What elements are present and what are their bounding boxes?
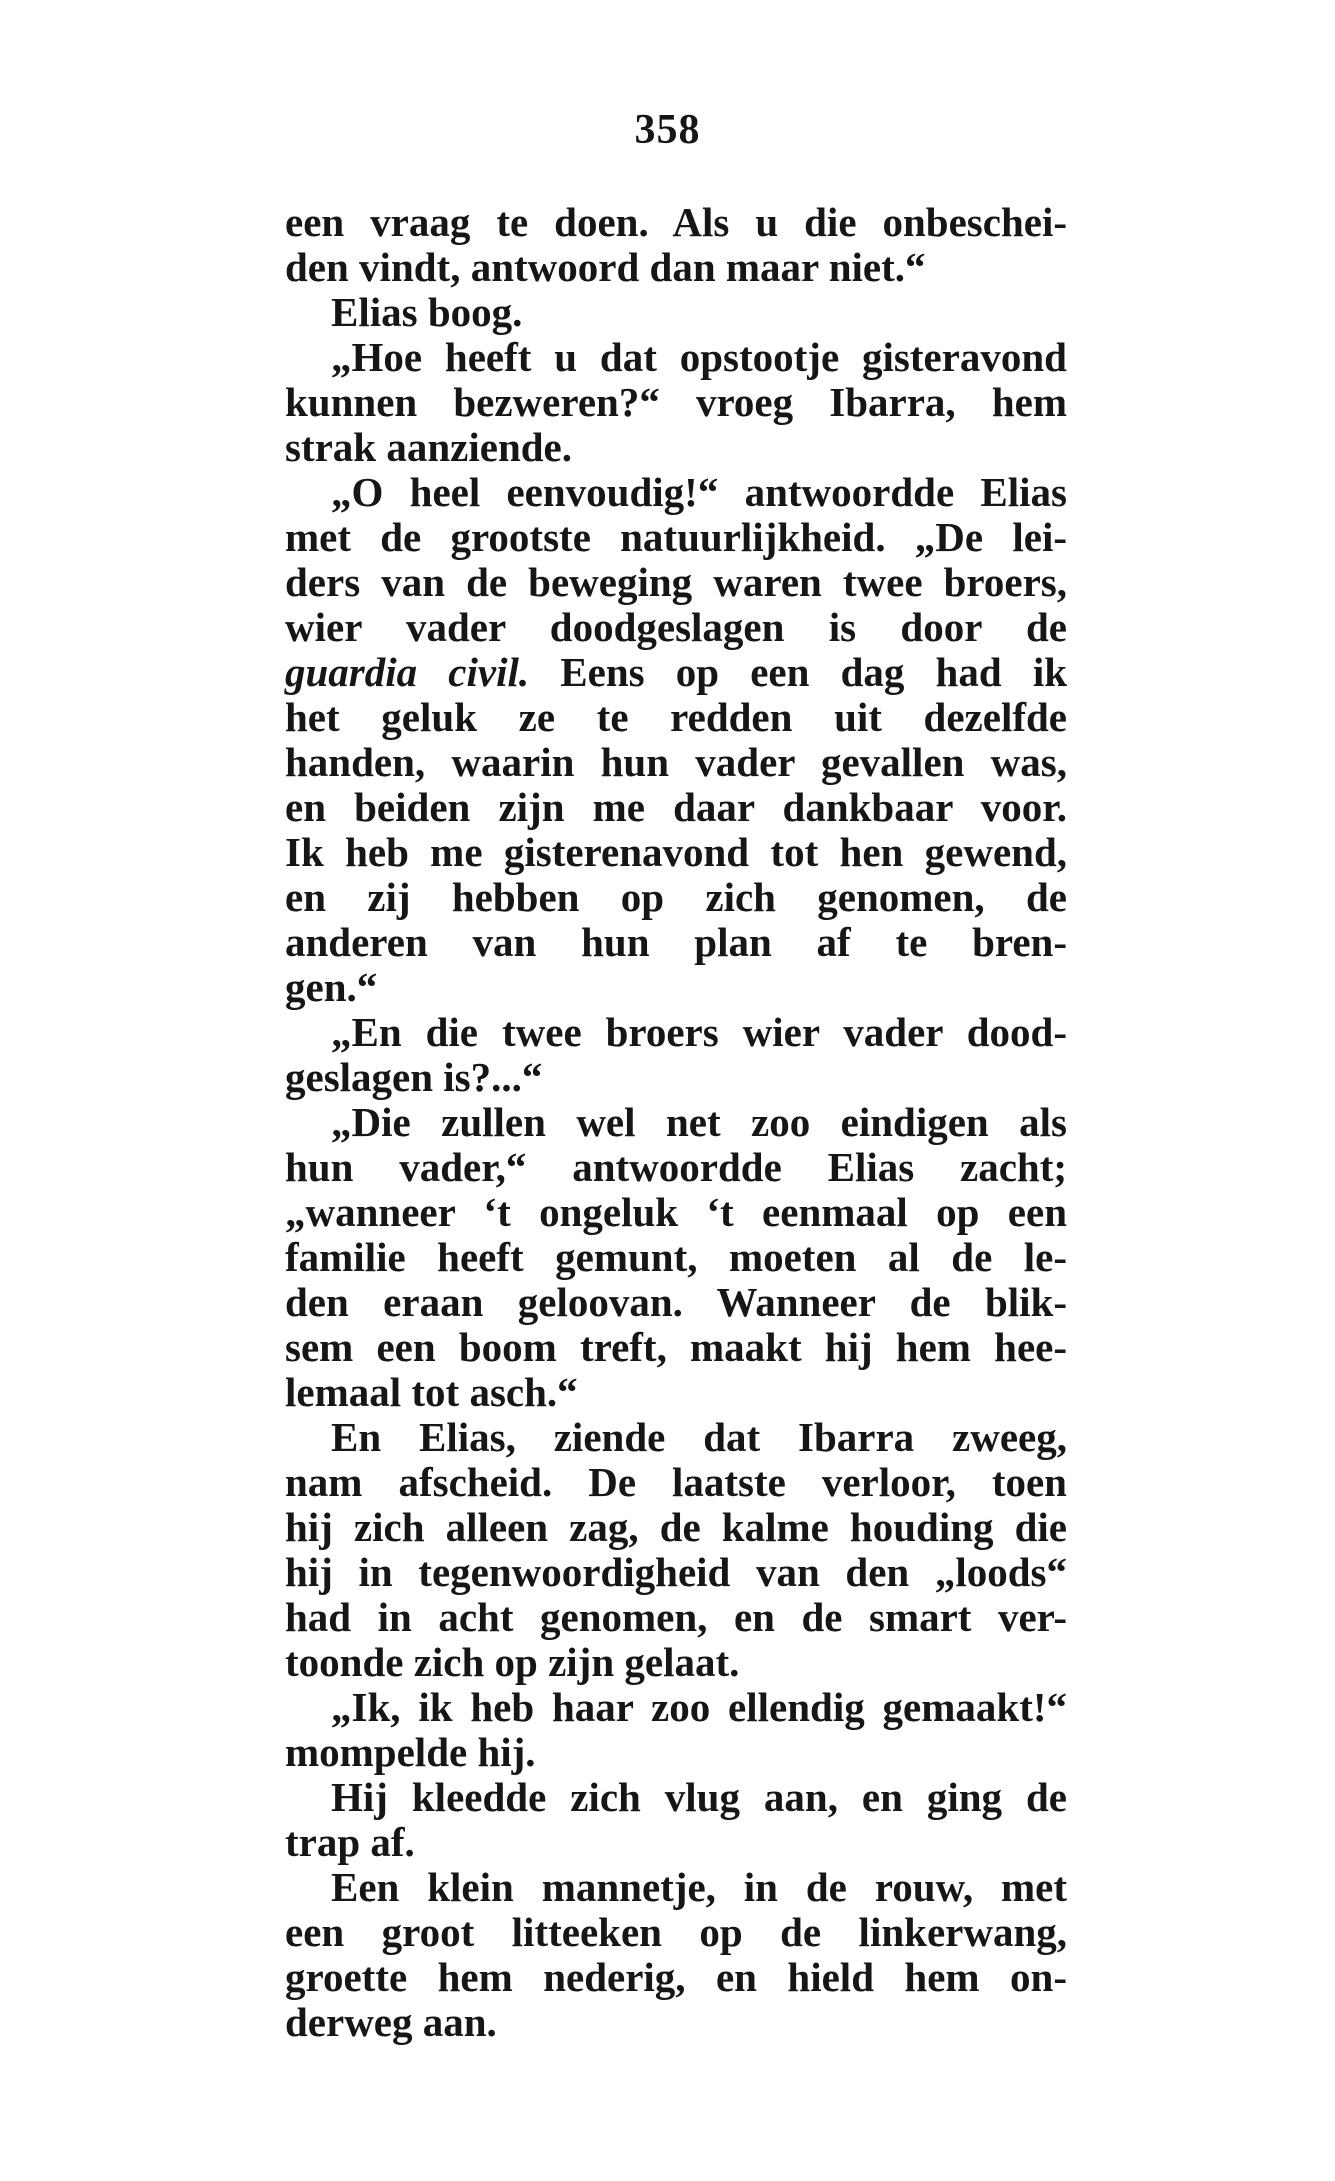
text-line: hij zich alleen zag, de kalme houding die bbox=[285, 1504, 1067, 1550]
text-line: Ik heb me gisterenavond tot hen gewend, bbox=[285, 829, 1067, 875]
text-line: den eraan geloovan. Wanneer de blik- bbox=[285, 1279, 1067, 1325]
text-line: een vraag te doen. Als u die onbeschei- bbox=[285, 199, 1067, 245]
text-line: „Ik, ik heb haar zoo ellendig gemaakt!“ bbox=[331, 1684, 1067, 1730]
italic-phrase: guardia civil. bbox=[285, 649, 530, 695]
text-line: Hij kleedde zich vlug aan, en ging de bbox=[331, 1774, 1067, 1820]
text-line: den vindt, antwoord dan maar niet.“ bbox=[285, 244, 926, 290]
text-line: wier vader doodgeslagen is door de bbox=[285, 604, 1067, 650]
text-line: guardia civil. Eens op een dag had ik bbox=[285, 649, 1068, 695]
text-line: hij in tegenwoordigheid van den „loods“ bbox=[285, 1549, 1067, 1595]
text-line: trap af. bbox=[285, 1819, 415, 1865]
text-line: en zij hebben op zich genomen, de bbox=[285, 874, 1067, 920]
text-line: groette hem nederig, en hield hem on- bbox=[285, 1954, 1067, 2000]
text-line: handen, waarin hun vader gevallen was, bbox=[285, 739, 1067, 785]
text-line: lemaal tot asch.“ bbox=[285, 1369, 578, 1415]
text-line: met de grootste natuurlijkheid. „De lei- bbox=[285, 514, 1067, 560]
text-line: mompelde hij. bbox=[285, 1729, 536, 1775]
text-line: „Die zullen wel net zoo eindigen als bbox=[331, 1099, 1067, 1145]
text-line: een groot litteeken op de linkerwang, bbox=[285, 1909, 1067, 1955]
text-line: strak aanziende. bbox=[285, 424, 572, 470]
body-text bbox=[285, 200, 1067, 2045]
text-line: En Elias, ziende dat Ibarra zweeg, bbox=[331, 1414, 1067, 1460]
text-line: „wanneer ‘t ongeluk ‘t eenmaal op een bbox=[285, 1189, 1067, 1235]
page-number: 358 bbox=[634, 107, 701, 153]
text-line: sem een boom treft, maakt hij hem hee- bbox=[285, 1324, 1067, 1370]
text-line: Elias boog. bbox=[331, 289, 523, 335]
text-line: had in acht genomen, en de smart ver- bbox=[285, 1594, 1067, 1640]
text-line: en beiden zijn me daar dankbaar voor. bbox=[285, 784, 1067, 830]
text-line: toonde zich op zijn gelaat. bbox=[285, 1639, 740, 1685]
text-line: „Hoe heeft u dat opstootje gisteravond bbox=[331, 334, 1067, 380]
text-line: ders van de beweging waren twee broers, bbox=[285, 559, 1067, 605]
text-line: familie heeft gemunt, moeten al de le- bbox=[285, 1234, 1067, 1280]
text-line: „O heel eenvoudig!“ antwoordde Elias bbox=[331, 469, 1067, 515]
text-line: geslagen is?...“ bbox=[285, 1054, 543, 1100]
text-line: „En die twee broers wier vader dood- bbox=[331, 1009, 1067, 1055]
text-line: hun vader,“ antwoordde Elias zacht; bbox=[285, 1144, 1067, 1190]
text-line: kunnen bezweren?“ vroeg Ibarra, hem bbox=[285, 379, 1067, 425]
text-line: anderen van hun plan af te bren- bbox=[285, 919, 1067, 965]
text-line: het geluk ze te redden uit dezelfde bbox=[285, 694, 1067, 740]
text-line: gen.“ bbox=[285, 964, 378, 1010]
text-line: nam afscheid. De laatste verloor, toen bbox=[285, 1459, 1067, 1505]
text-line: Een klein mannetje, in de rouw, met bbox=[331, 1864, 1067, 1910]
text-line: derweg aan. bbox=[285, 1999, 497, 2045]
